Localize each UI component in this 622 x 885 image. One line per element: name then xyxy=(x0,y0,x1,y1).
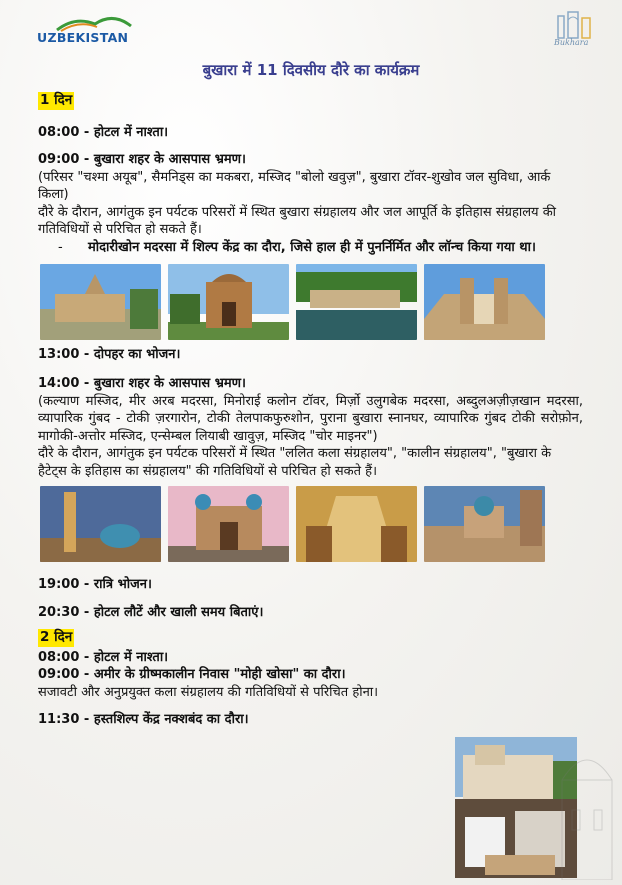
day1-bullet-text: मोदारीखोन मदरसा में शिल्प केंद्र का दौरा, जिसे हाल ही में पुनर्निर्मित और लॉन्च किया गया था। xyxy=(88,240,536,255)
day2-item2 xyxy=(38,666,583,684)
activity: - दोपहर का भोजन। xyxy=(79,346,181,362)
day1-item2-detail: (परिसर "चश्मा अयूब", सैमनिड्स का मकबरा, मस्जिद "बोलो खवुज़", बुखारा टॉवर-शुखोव जल सुविधा, आर्क किला) xyxy=(38,169,551,202)
itinerary-content xyxy=(38,92,583,729)
bukhara-emblem-icon xyxy=(552,8,600,40)
page-title: बुखारा में 11 दिवसीय दौरे का कार्यक्रम xyxy=(202,61,420,79)
uzbekistan-logo xyxy=(37,14,137,48)
day1-item2-note: दौरे के दौरान, आगंतुक इन पर्यटक परिसरों में स्थित बुखारा संग्रहालय और जल आपूर्ति के इतिहास संग्रहालय की गतिविधियों से परिचित हो सकते हैं। xyxy=(38,204,557,237)
day1-label: 1 दिन xyxy=(40,92,73,108)
activity: - होटल में नाश्ता। xyxy=(79,649,169,665)
day1-item4 xyxy=(38,375,583,393)
time: 20:30 xyxy=(38,604,80,620)
day1-item2 xyxy=(38,151,583,169)
time: 19:00 xyxy=(38,577,80,592)
activity: - होटल में नाश्ता। xyxy=(79,124,169,140)
day2-item2-note: सजावटी और अनुप्रयुक्त कला संग्रहालय की गतिविधियों से परिचित होना। xyxy=(38,684,379,700)
day1-item4-detail: (कल्याण मस्जिद, मीर अरब मदरसा, मिनोराई कलोन टॉवर, मिर्ज़ो उलुगबेक मदरसा, अब्दुलअज़ीज़खान मदरसा, व्यापारिक गुंबद - टोकी ज़रगारोन, टोकी तेलपाकफुरुशोन, पुराना बुखारा स्नानघर, व्यापारिक गुंबद टोकी सरोफ़ोन, मागोकी-अत्तोर मस्जिद, एन्सेम्बल लियाबी खावुज़, मस्जिद "चोर माइनर") xyxy=(38,393,583,444)
day1-item6 xyxy=(38,604,583,622)
day2-item1 xyxy=(38,649,583,667)
time: 11:30 xyxy=(38,712,80,727)
photo-chor-minor xyxy=(168,486,289,562)
activity: - हस्तशिल्प केंद्र नक्शबंद का दौरा। xyxy=(79,712,249,727)
day1-item3 xyxy=(38,346,583,364)
time: 08:00 xyxy=(38,649,80,665)
time: 13:00 xyxy=(38,346,80,362)
time: 08:00 xyxy=(38,124,80,140)
day2-label: 2 दिन xyxy=(40,629,73,645)
day1-item1 xyxy=(38,124,583,142)
activity: - होटल लौटें और खाली समय बिताएं। xyxy=(79,604,264,620)
day1-item4-note: दौरे के दौरान, आगंतुक इन पर्यटक परिसरों में स्थित "ललित कला संग्रहालय", "कालीन संग्रहालय", "बुखारा के हैटेट्स के इतिहास का संग्रहालय" की गतिविधियों से परिचित हो सकते हैं। xyxy=(38,446,552,479)
activity: - बुखारा शहर के आसपास भ्रमण। xyxy=(79,376,246,391)
day1-photo-row-1 xyxy=(40,264,583,340)
time: 09:00 xyxy=(38,667,80,682)
time: 09:00 xyxy=(38,152,80,167)
photo-samanid-mausoleum xyxy=(168,264,289,340)
decorative-building-icon xyxy=(552,740,622,880)
photo-kalon-minaret xyxy=(40,486,161,562)
photo-trading-dome xyxy=(296,486,417,562)
photo-poi-kalyan xyxy=(424,486,545,562)
photo-bolo-hauz xyxy=(296,264,417,340)
photo-ark-fortress xyxy=(424,264,545,340)
day2-item3 xyxy=(38,711,583,729)
photo-chashma-ayub xyxy=(40,264,161,340)
bullet-dash: - xyxy=(58,239,63,255)
activity: - रात्रि भोजन। xyxy=(79,577,152,592)
logo-left-text: UZBEKISTAN xyxy=(37,30,129,45)
day1-item5 xyxy=(38,576,583,594)
logo-right-text: Bukhara xyxy=(554,38,589,47)
bukhara-logo xyxy=(552,8,600,52)
activity: - बुखारा शहर के आसपास भ्रमण। xyxy=(79,152,246,167)
time: 14:00 xyxy=(38,376,80,391)
day1-photo-row-2 xyxy=(40,486,583,562)
activity: - अमीर के ग्रीष्मकालीन निवास "मोही खोसा" का दौरा। xyxy=(79,667,346,682)
